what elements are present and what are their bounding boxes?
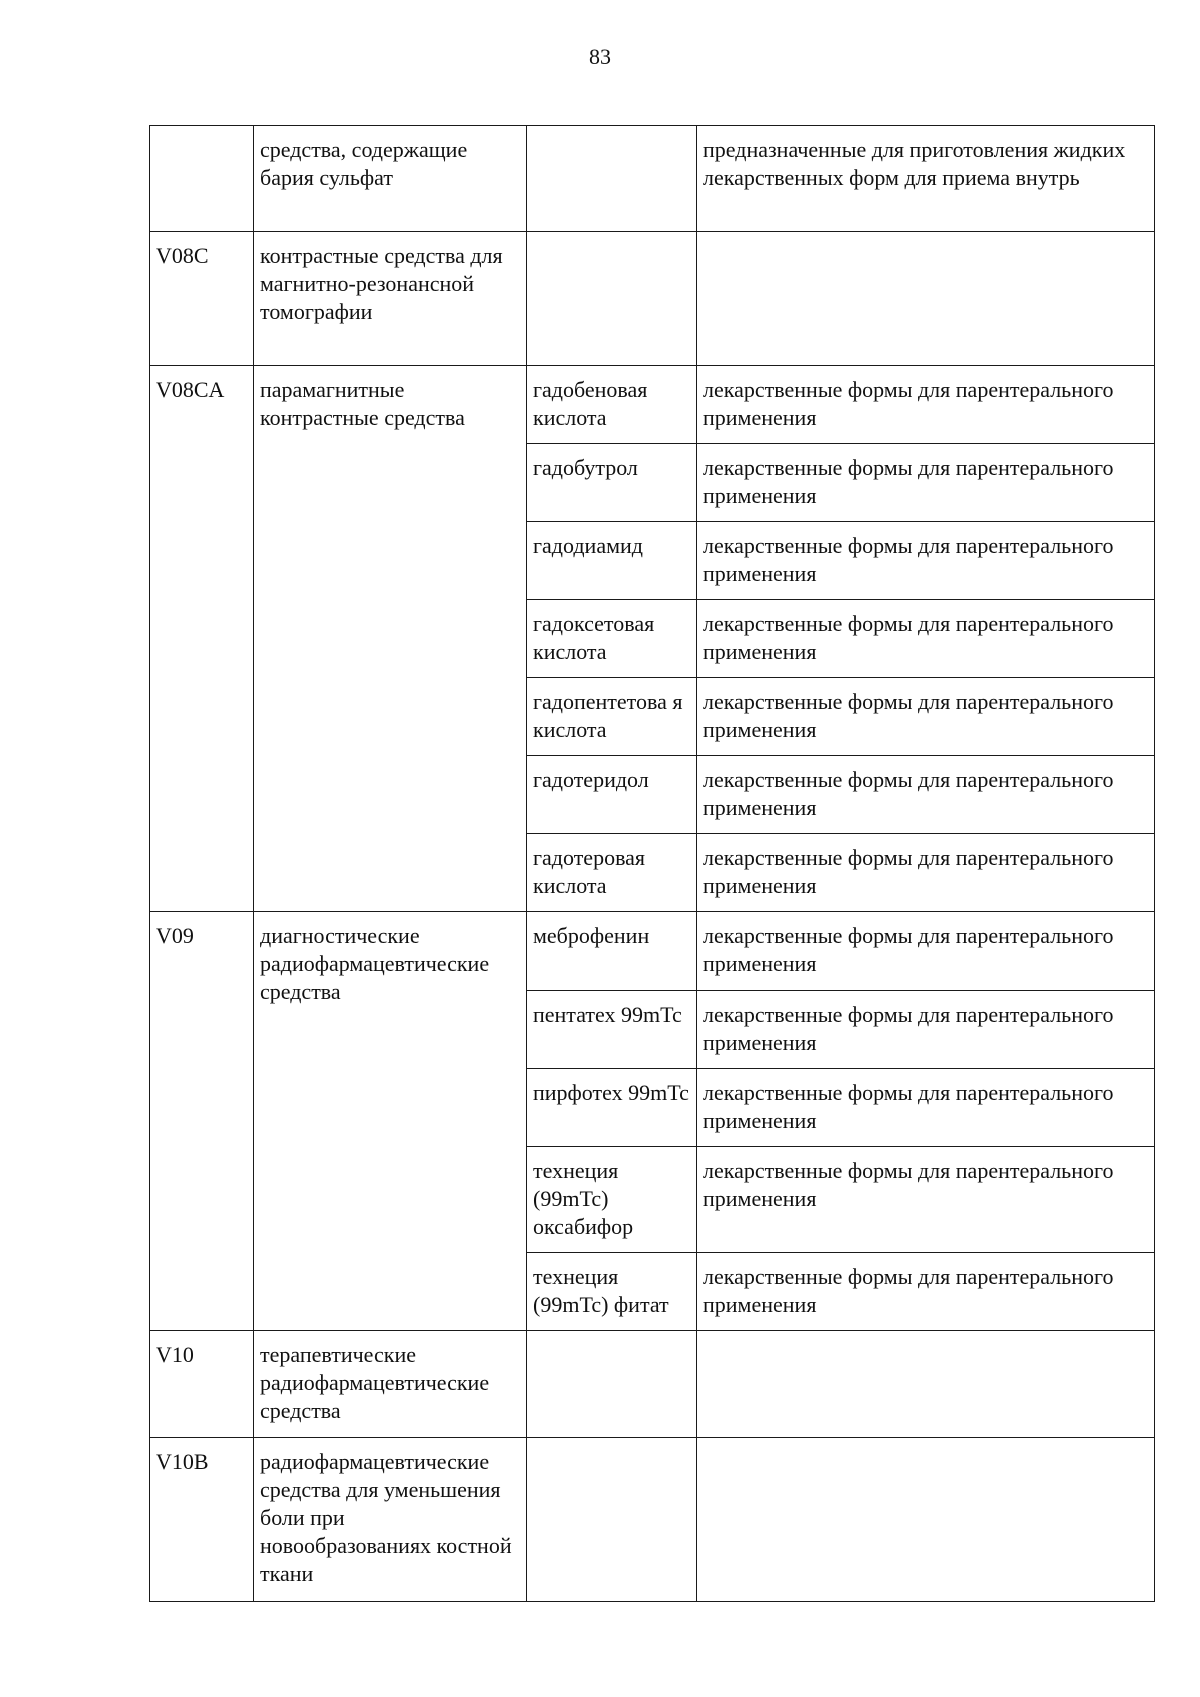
substance-cell (527, 1438, 697, 1602)
substance-cell (527, 126, 697, 232)
page-number: 83 (589, 44, 611, 69)
table-row (150, 126, 1155, 232)
table-row (150, 1331, 1155, 1438)
dosage-form-cell: лекарственные формы для парентерального применения (697, 834, 1155, 912)
table-row (150, 366, 1155, 444)
table-row (150, 912, 1155, 991)
drug-classification-table (149, 125, 1155, 1602)
group-name-cell: радиофармацевтические средства для уменьшения боли при новообразованиях костной ткани (254, 1438, 527, 1602)
dosage-form-cell: лекарственные формы для парентерального применения (697, 1253, 1155, 1331)
substance-cell: меброфенин (527, 912, 697, 991)
dosage-form-cell: лекарственные формы для парентерального применения (697, 522, 1155, 600)
substance-cell: технеция (99mTc) оксабифор (527, 1147, 697, 1253)
substance-cell: пирфотех 99mTc (527, 1069, 697, 1147)
substance-cell: гадоксетовая кислота (527, 600, 697, 678)
dosage-form-cell: лекарственные формы для парентерального применения (697, 600, 1155, 678)
dosage-form-cell: лекарственные формы для парентерального применения (697, 991, 1155, 1069)
dosage-form-cell: лекарственные формы для парентерального применения (697, 756, 1155, 834)
substance-cell: гадобеновая кислота (527, 366, 697, 444)
group-name-cell: средства, содержащие бария сульфат (254, 126, 527, 232)
atc-code-cell (150, 126, 254, 232)
atc-code-cell: V08C (150, 232, 254, 366)
table-row (150, 1438, 1155, 1602)
group-name-cell: диагностические радиофармацевтические средства (254, 912, 527, 1331)
substance-cell: гадопентетова я кислота (527, 678, 697, 756)
dosage-form-cell: лекарственные формы для парентерального применения (697, 444, 1155, 522)
group-name-cell: терапевтические радиофармацевтические средства (254, 1331, 527, 1438)
dosage-form-cell (697, 232, 1155, 366)
dosage-form-cell (697, 1331, 1155, 1438)
substance-cell (527, 1331, 697, 1438)
dosage-form-cell: предназначенные для приготовления жидких лекарственных форм для приема внутрь (697, 126, 1155, 232)
group-name-cell: контрастные средства для магнитно-резонансной томографии (254, 232, 527, 366)
atc-code-cell: V09 (150, 912, 254, 1331)
atc-code-cell: V10B (150, 1438, 254, 1602)
dosage-form-cell: лекарственные формы для парентерального применения (697, 366, 1155, 444)
dosage-form-cell (697, 1438, 1155, 1602)
substance-cell: технеция (99mTc) фитат (527, 1253, 697, 1331)
table-row (150, 232, 1155, 366)
substance-cell: гадотеровая кислота (527, 834, 697, 912)
dosage-form-cell: лекарственные формы для парентерального применения (697, 1147, 1155, 1253)
atc-code-cell: V10 (150, 1331, 254, 1438)
substance-cell: гадотеридол (527, 756, 697, 834)
group-name-cell: парамагнитные контрастные средства (254, 366, 527, 912)
atc-code-cell: V08CA (150, 366, 254, 912)
substance-cell: пентатех 99mTc (527, 991, 697, 1069)
substance-cell: гадобутрол (527, 444, 697, 522)
dosage-form-cell: лекарственные формы для парентерального применения (697, 912, 1155, 991)
dosage-form-cell: лекарственные формы для парентерального применения (697, 1069, 1155, 1147)
substance-cell: гадодиамид (527, 522, 697, 600)
substance-cell (527, 232, 697, 366)
dosage-form-cell: лекарственные формы для парентерального применения (697, 678, 1155, 756)
